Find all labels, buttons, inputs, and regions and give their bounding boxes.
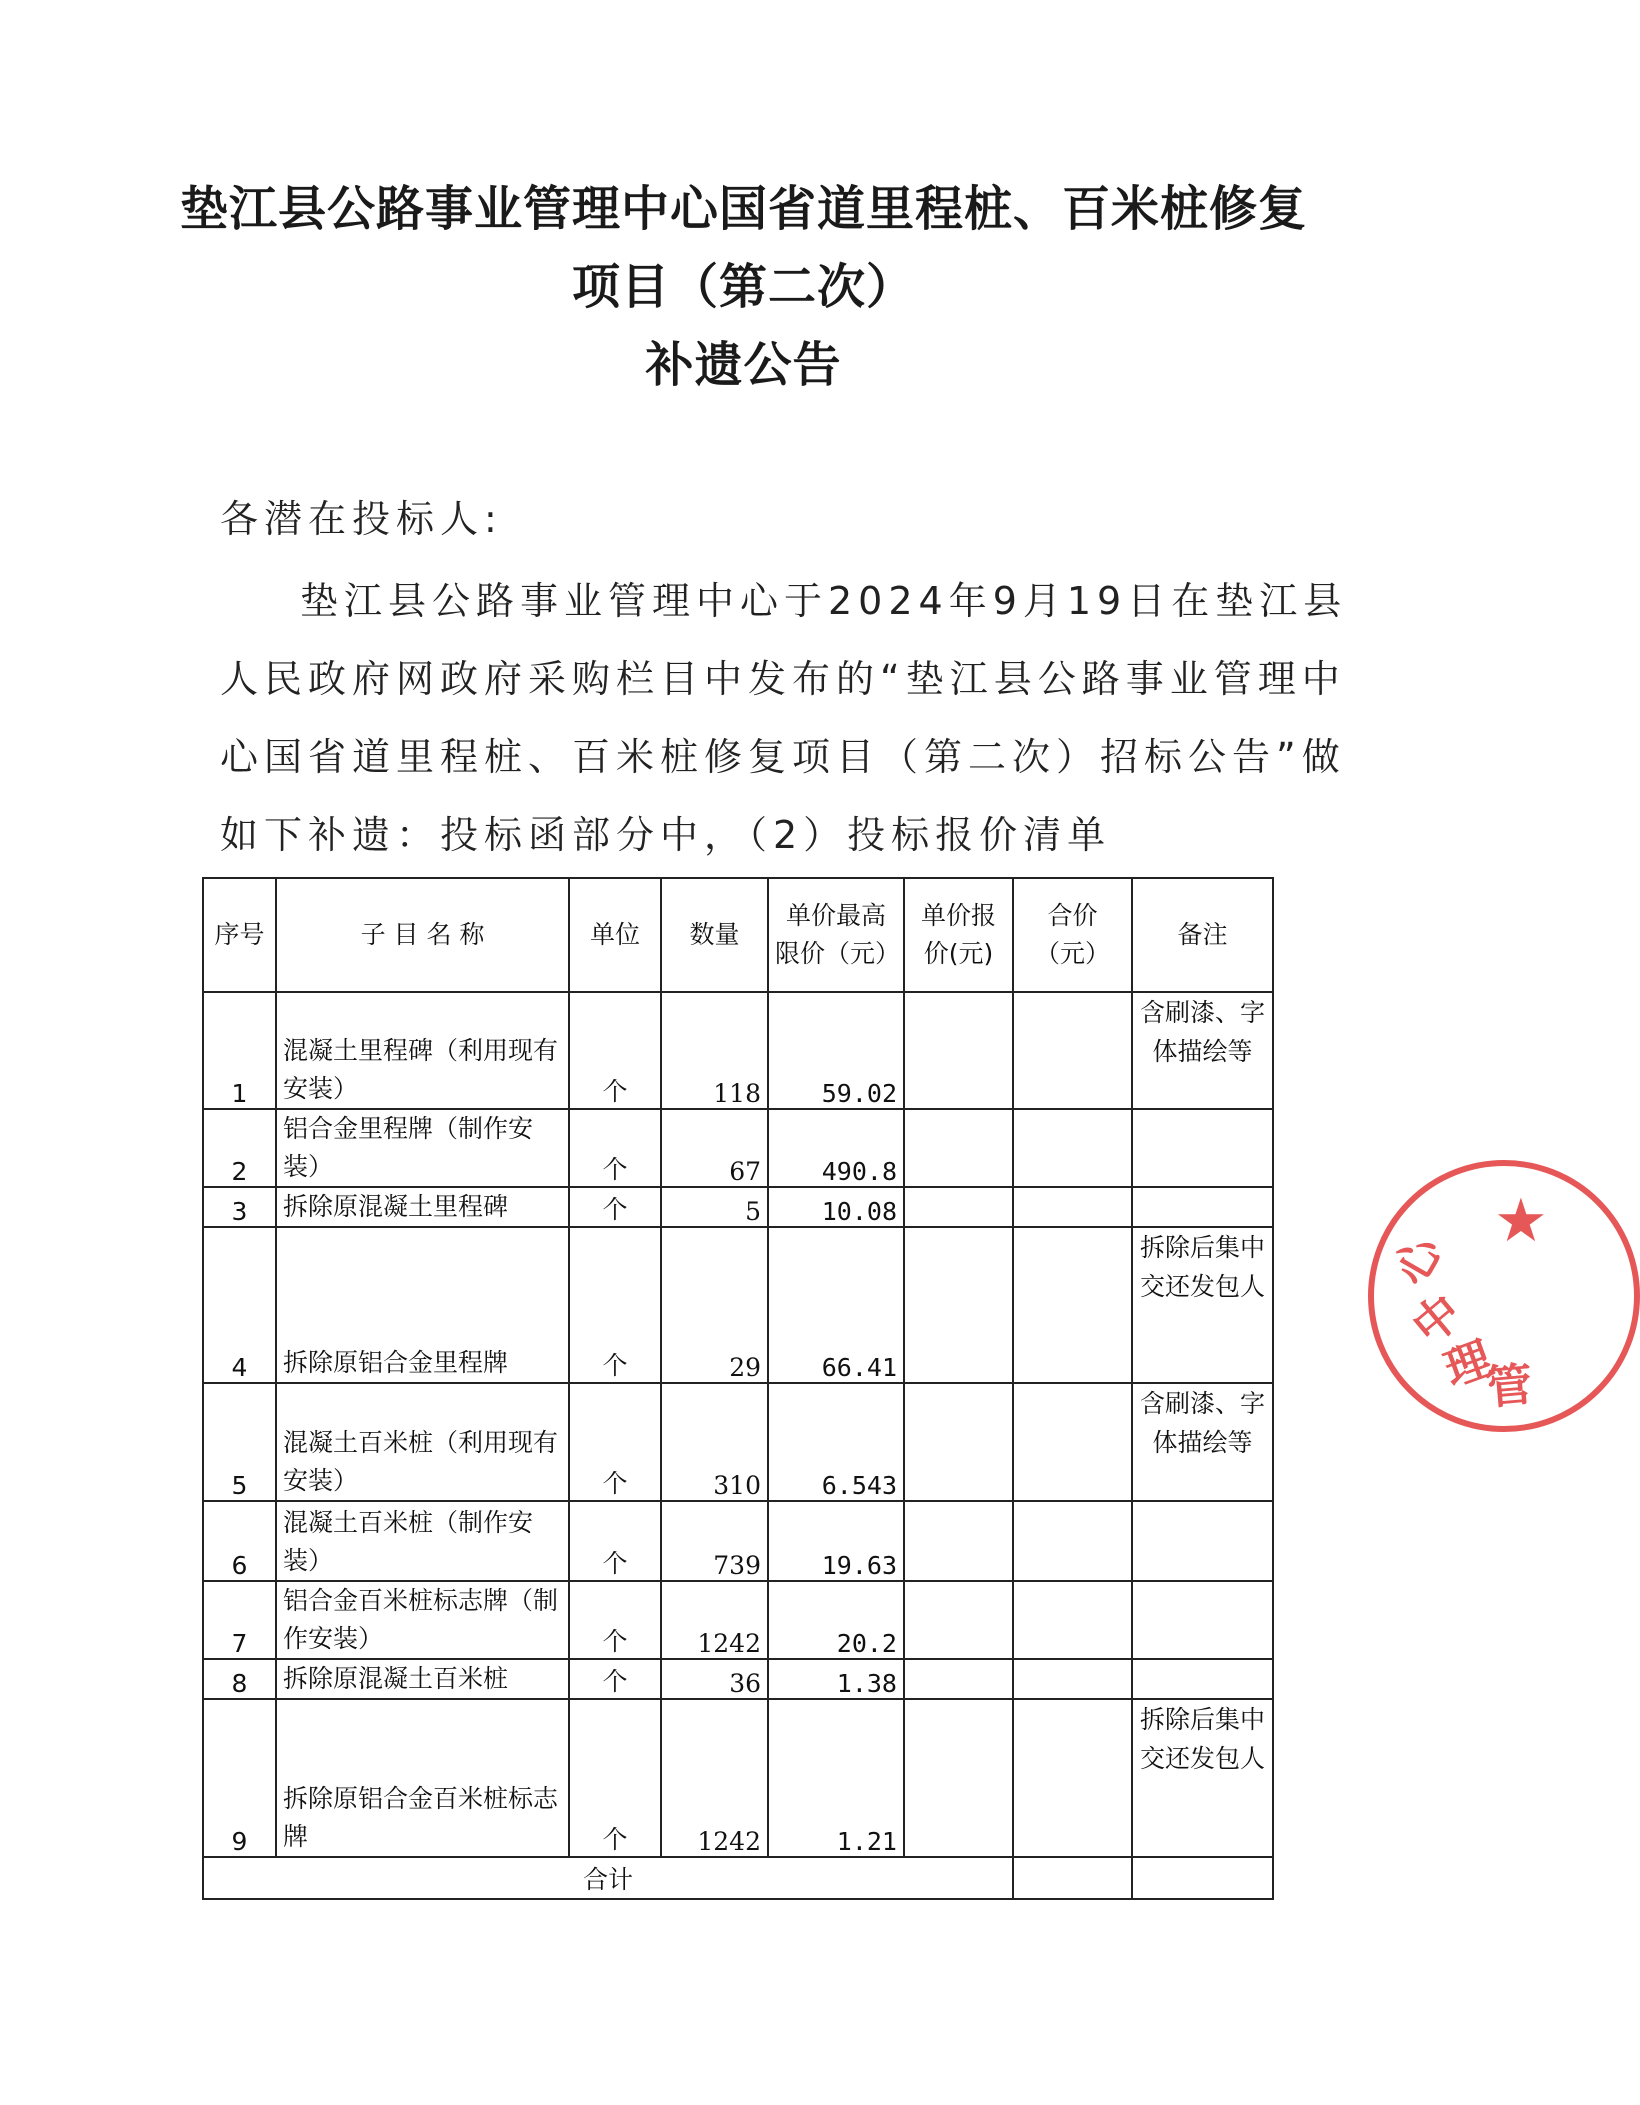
cell-seq: 7 (203, 1581, 276, 1659)
cell-qty: 118 (661, 992, 768, 1109)
cell-total (1013, 1501, 1132, 1581)
total-value (1013, 1857, 1132, 1899)
cell-qty: 36 (661, 1659, 768, 1699)
cell-seq: 6 (203, 1501, 276, 1581)
cell-total (1013, 1109, 1132, 1187)
total-note (1132, 1857, 1273, 1899)
body-line-4: 如下补遗：投标函部分中，（2）投标报价清单 (220, 813, 1112, 857)
cell-bid-price (904, 1187, 1013, 1227)
cell-total (1013, 1659, 1132, 1699)
table-total-row (203, 1857, 1273, 1899)
cell-total (1013, 1227, 1132, 1383)
cell-total (1013, 992, 1132, 1109)
cell-max-price: 1.21 (768, 1699, 904, 1857)
cell-note (1132, 1581, 1273, 1659)
cell-note: 拆除后集中交还发包人 (1132, 1699, 1273, 1857)
cell-bid-price (904, 1383, 1013, 1501)
cell-bid-price (904, 1227, 1013, 1383)
header-total: 合价（元） (1013, 878, 1132, 992)
doc-title-line3: 补遗公告 (645, 337, 842, 393)
cell-total (1013, 1581, 1132, 1659)
table-row (203, 1109, 1273, 1187)
cell-unit: 个 (569, 1187, 661, 1227)
cell-unit: 个 (569, 1109, 661, 1187)
table-row (203, 1227, 1273, 1383)
cell-unit: 个 (569, 1581, 661, 1659)
cell-note (1132, 1501, 1273, 1581)
cell-name: 拆除原混凝土里程碑 (276, 1187, 569, 1227)
cell-name: 铝合金百米桩标志牌（制作安装） (276, 1581, 569, 1659)
salutation: 各潜在投标人: (220, 497, 503, 541)
cell-max-price: 6.543 (768, 1383, 904, 1501)
header-unit: 单位 (569, 878, 661, 992)
cell-qty: 67 (661, 1109, 768, 1187)
cell-bid-price (904, 1109, 1013, 1187)
cell-name: 混凝土百米桩（利用现有安装） (276, 1383, 569, 1501)
cell-total (1013, 1699, 1132, 1857)
cell-name: 拆除原混凝土百米桩 (276, 1659, 569, 1699)
cell-qty: 310 (661, 1383, 768, 1501)
cell-max-price: 10.08 (768, 1187, 904, 1227)
cell-qty: 5 (661, 1187, 768, 1227)
cell-max-price: 19.63 (768, 1501, 904, 1581)
cell-unit: 个 (569, 1699, 661, 1857)
header-bid-price: 单价报价(元) (904, 878, 1013, 992)
cell-seq: 9 (203, 1699, 276, 1857)
cell-unit: 个 (569, 1501, 661, 1581)
header-seq: 序号 (203, 878, 276, 992)
cell-note: 拆除后集中交还发包人 (1132, 1227, 1273, 1383)
cell-qty: 1242 (661, 1581, 768, 1659)
cell-bid-price (904, 1501, 1013, 1581)
doc-title-line1: 垫江县公路事业管理中心国省道里程桩、百米桩修复 (179, 181, 1307, 237)
cell-name: 拆除原铝合金里程牌 (276, 1227, 569, 1383)
cell-note (1132, 1659, 1273, 1699)
cell-total (1013, 1187, 1132, 1227)
cell-unit: 个 (569, 992, 661, 1109)
cell-seq: 4 (203, 1227, 276, 1383)
header-note: 备注 (1132, 878, 1273, 992)
cell-note (1132, 1109, 1273, 1187)
cell-bid-price (904, 1581, 1013, 1659)
table-row (203, 1383, 1273, 1501)
cell-note: 含刷漆、字体描绘等 (1132, 1383, 1273, 1501)
header-max-price: 单价最高限价（元） (768, 878, 904, 992)
bid-price-table (202, 877, 1274, 1900)
cell-seq: 3 (203, 1187, 276, 1227)
table-row (203, 1659, 1273, 1699)
cell-qty: 1242 (661, 1699, 768, 1857)
cell-max-price: 66.41 (768, 1227, 904, 1383)
cell-bid-price (904, 1699, 1013, 1857)
table-row (203, 992, 1273, 1109)
cell-note: 含刷漆、字体描绘等 (1132, 992, 1273, 1109)
header-qty: 数量 (661, 878, 768, 992)
cell-name: 拆除原铝合金百米桩标志牌 (276, 1699, 569, 1857)
table-row (203, 1581, 1273, 1659)
cell-max-price: 1.38 (768, 1659, 904, 1699)
body-line-1: 垫江县公路事业管理中心于2024年9月19日在垫江县 (300, 579, 1348, 623)
cell-qty: 739 (661, 1501, 768, 1581)
official-seal: 心 中 理 管 ★ (1368, 1160, 1640, 1432)
cell-name: 混凝土百米桩（制作安装） (276, 1501, 569, 1581)
cell-seq: 8 (203, 1659, 276, 1699)
cell-unit: 个 (569, 1383, 661, 1501)
cell-max-price: 59.02 (768, 992, 904, 1109)
doc-title-line2: 项目（第二次） (571, 259, 915, 315)
table-row (203, 1187, 1273, 1227)
cell-seq: 1 (203, 992, 276, 1109)
table-row (203, 1699, 1273, 1857)
body-line-2: 人民政府网政府采购栏目中发布的“垫江县公路事业管理中 (220, 657, 1346, 701)
cell-unit: 个 (569, 1227, 661, 1383)
cell-max-price: 490.8 (768, 1109, 904, 1187)
cell-qty: 29 (661, 1227, 768, 1383)
cell-seq: 2 (203, 1109, 276, 1187)
cell-name: 混凝土里程碑（利用现有安装） (276, 992, 569, 1109)
cell-seq: 5 (203, 1383, 276, 1501)
cell-bid-price (904, 1659, 1013, 1699)
cell-name: 铝合金里程牌（制作安装） (276, 1109, 569, 1187)
cell-note (1132, 1187, 1273, 1227)
body-line-3: 心国省道里程桩、百米桩修复项目（第二次）招标公告”做 (220, 735, 1346, 779)
table-header-row (203, 878, 1273, 992)
header-name: 子 目 名 称 (276, 878, 569, 992)
cell-bid-price (904, 992, 1013, 1109)
total-label: 合计 (203, 1857, 1013, 1899)
table-row (203, 1501, 1273, 1581)
cell-max-price: 20.2 (768, 1581, 904, 1659)
cell-unit: 个 (569, 1659, 661, 1699)
cell-total (1013, 1383, 1132, 1501)
